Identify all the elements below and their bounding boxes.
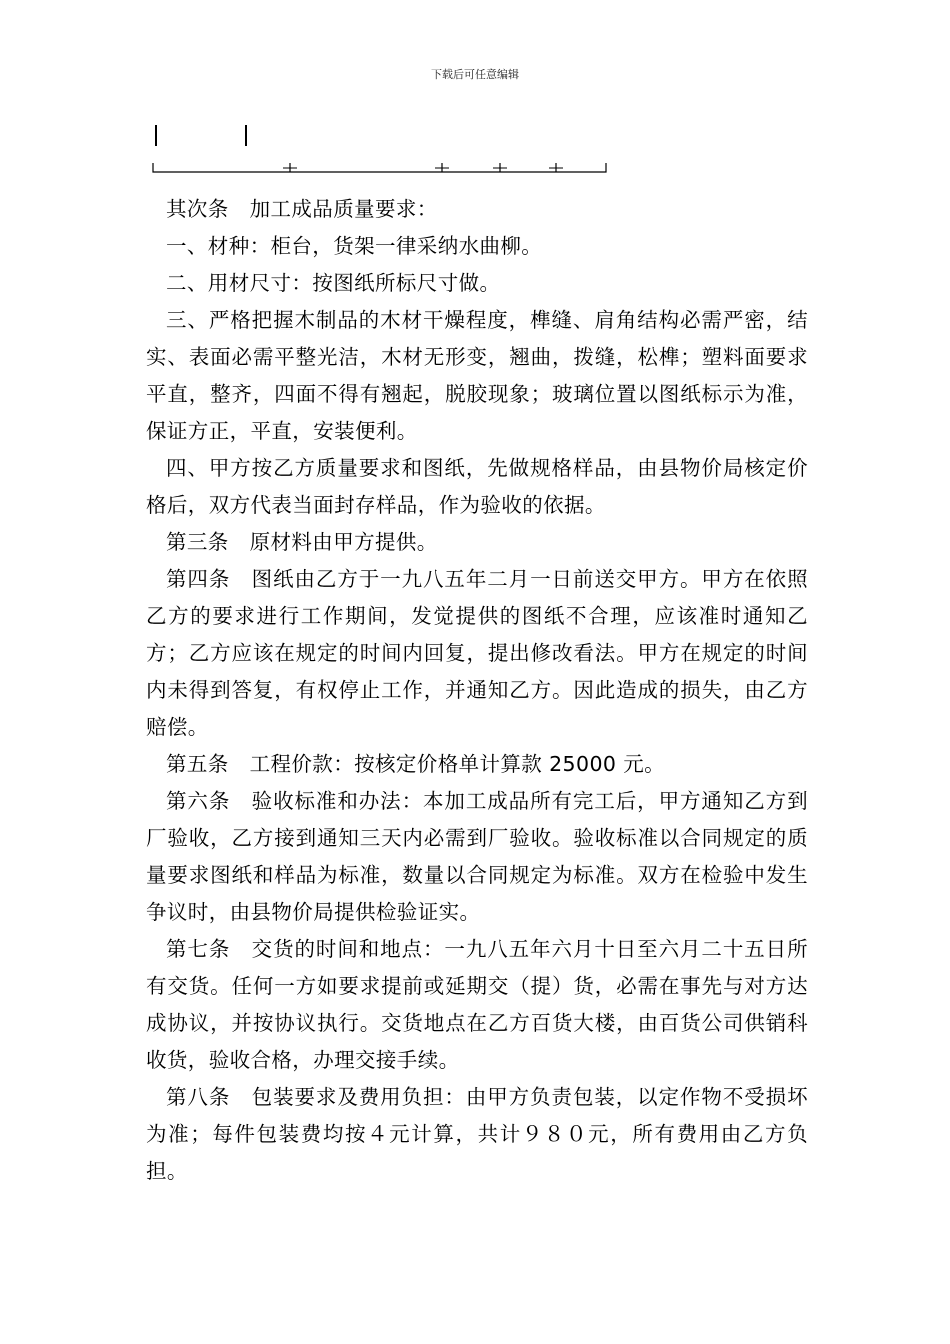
contract-body: [146, 191, 808, 1190]
clause-2-heading: 其次条 加工成品质量要求：: [166, 197, 438, 221]
clause-5: 第五条 工程价款：按核定价格单计算款 25000 元。: [166, 752, 666, 776]
clause-2-item-3: 三、严格把握木制品的木材干燥程度，榫缝、肩角结构必需严密，结实、表面必需平整光洁，木材无形变，翘曲，拨缝，松榫；塑料面要求平直，整齐，四面不得有翘起，脱胶现象；玻璃位置以图纸标示为准，保证方正，平直，安装便利。: [146, 308, 808, 443]
table-border-fragment: [0, 0, 950, 200]
clause-7: 第七条 交货的时间和地点：一九八五年六月十日至六月二十五日所有交货。任何一方如要求提前或延期交（提）货，必需在事先与对方达成协议，并按协议执行。交货地点在乙方百货大楼，由百货公司供销科收货，验收合格，办理交接手续。: [146, 937, 808, 1072]
clause-4: 第四条 图纸由乙方于一九八五年二月一日前送交甲方。甲方在依照乙方的要求进行工作期间，发觉提供的图纸不合理，应该准时通知乙方；乙方应该在规定的时间内回复，提出修改看法。甲方在规定的时间内未得到答复，有权停止工作，并通知乙方。因此造成的损失，由乙方赔偿。: [146, 567, 808, 739]
clause-2-item-2: 二、用材尺寸：按图纸所标尺寸做。: [166, 271, 501, 295]
clause-2-item-1: 一、材种：柜台，货架一律采纳水曲柳。: [166, 234, 543, 258]
clause-2-item-4: 四、甲方按乙方质量要求和图纸，先做规格样品，由县物价局核定价格后，双方代表当面封存样品，作为验收的依据。: [146, 456, 808, 517]
header-note: 下载后可任意编辑: [431, 68, 519, 81]
clause-3: 第三条 原材料由甲方提供。: [166, 530, 438, 554]
table-bottom-border: [153, 163, 606, 172]
clause-6: 第六条 验收标准和办法：本加工成品所有完工后，甲方通知乙方到厂验收，乙方接到通知三天内必需到厂验收。验收标准以合同规定的质量要求图纸和样品为标准，数量以合同规定为标准。双方在检验中发生争议时，由县物价局提供检验证实。: [146, 789, 808, 924]
clause-8: 第八条 包装要求及费用负担：由甲方负责包装，以定作物不受损坏为准；每件包装费均按４元计算，共计９８０元，所有费用由乙方负担。: [146, 1085, 808, 1183]
